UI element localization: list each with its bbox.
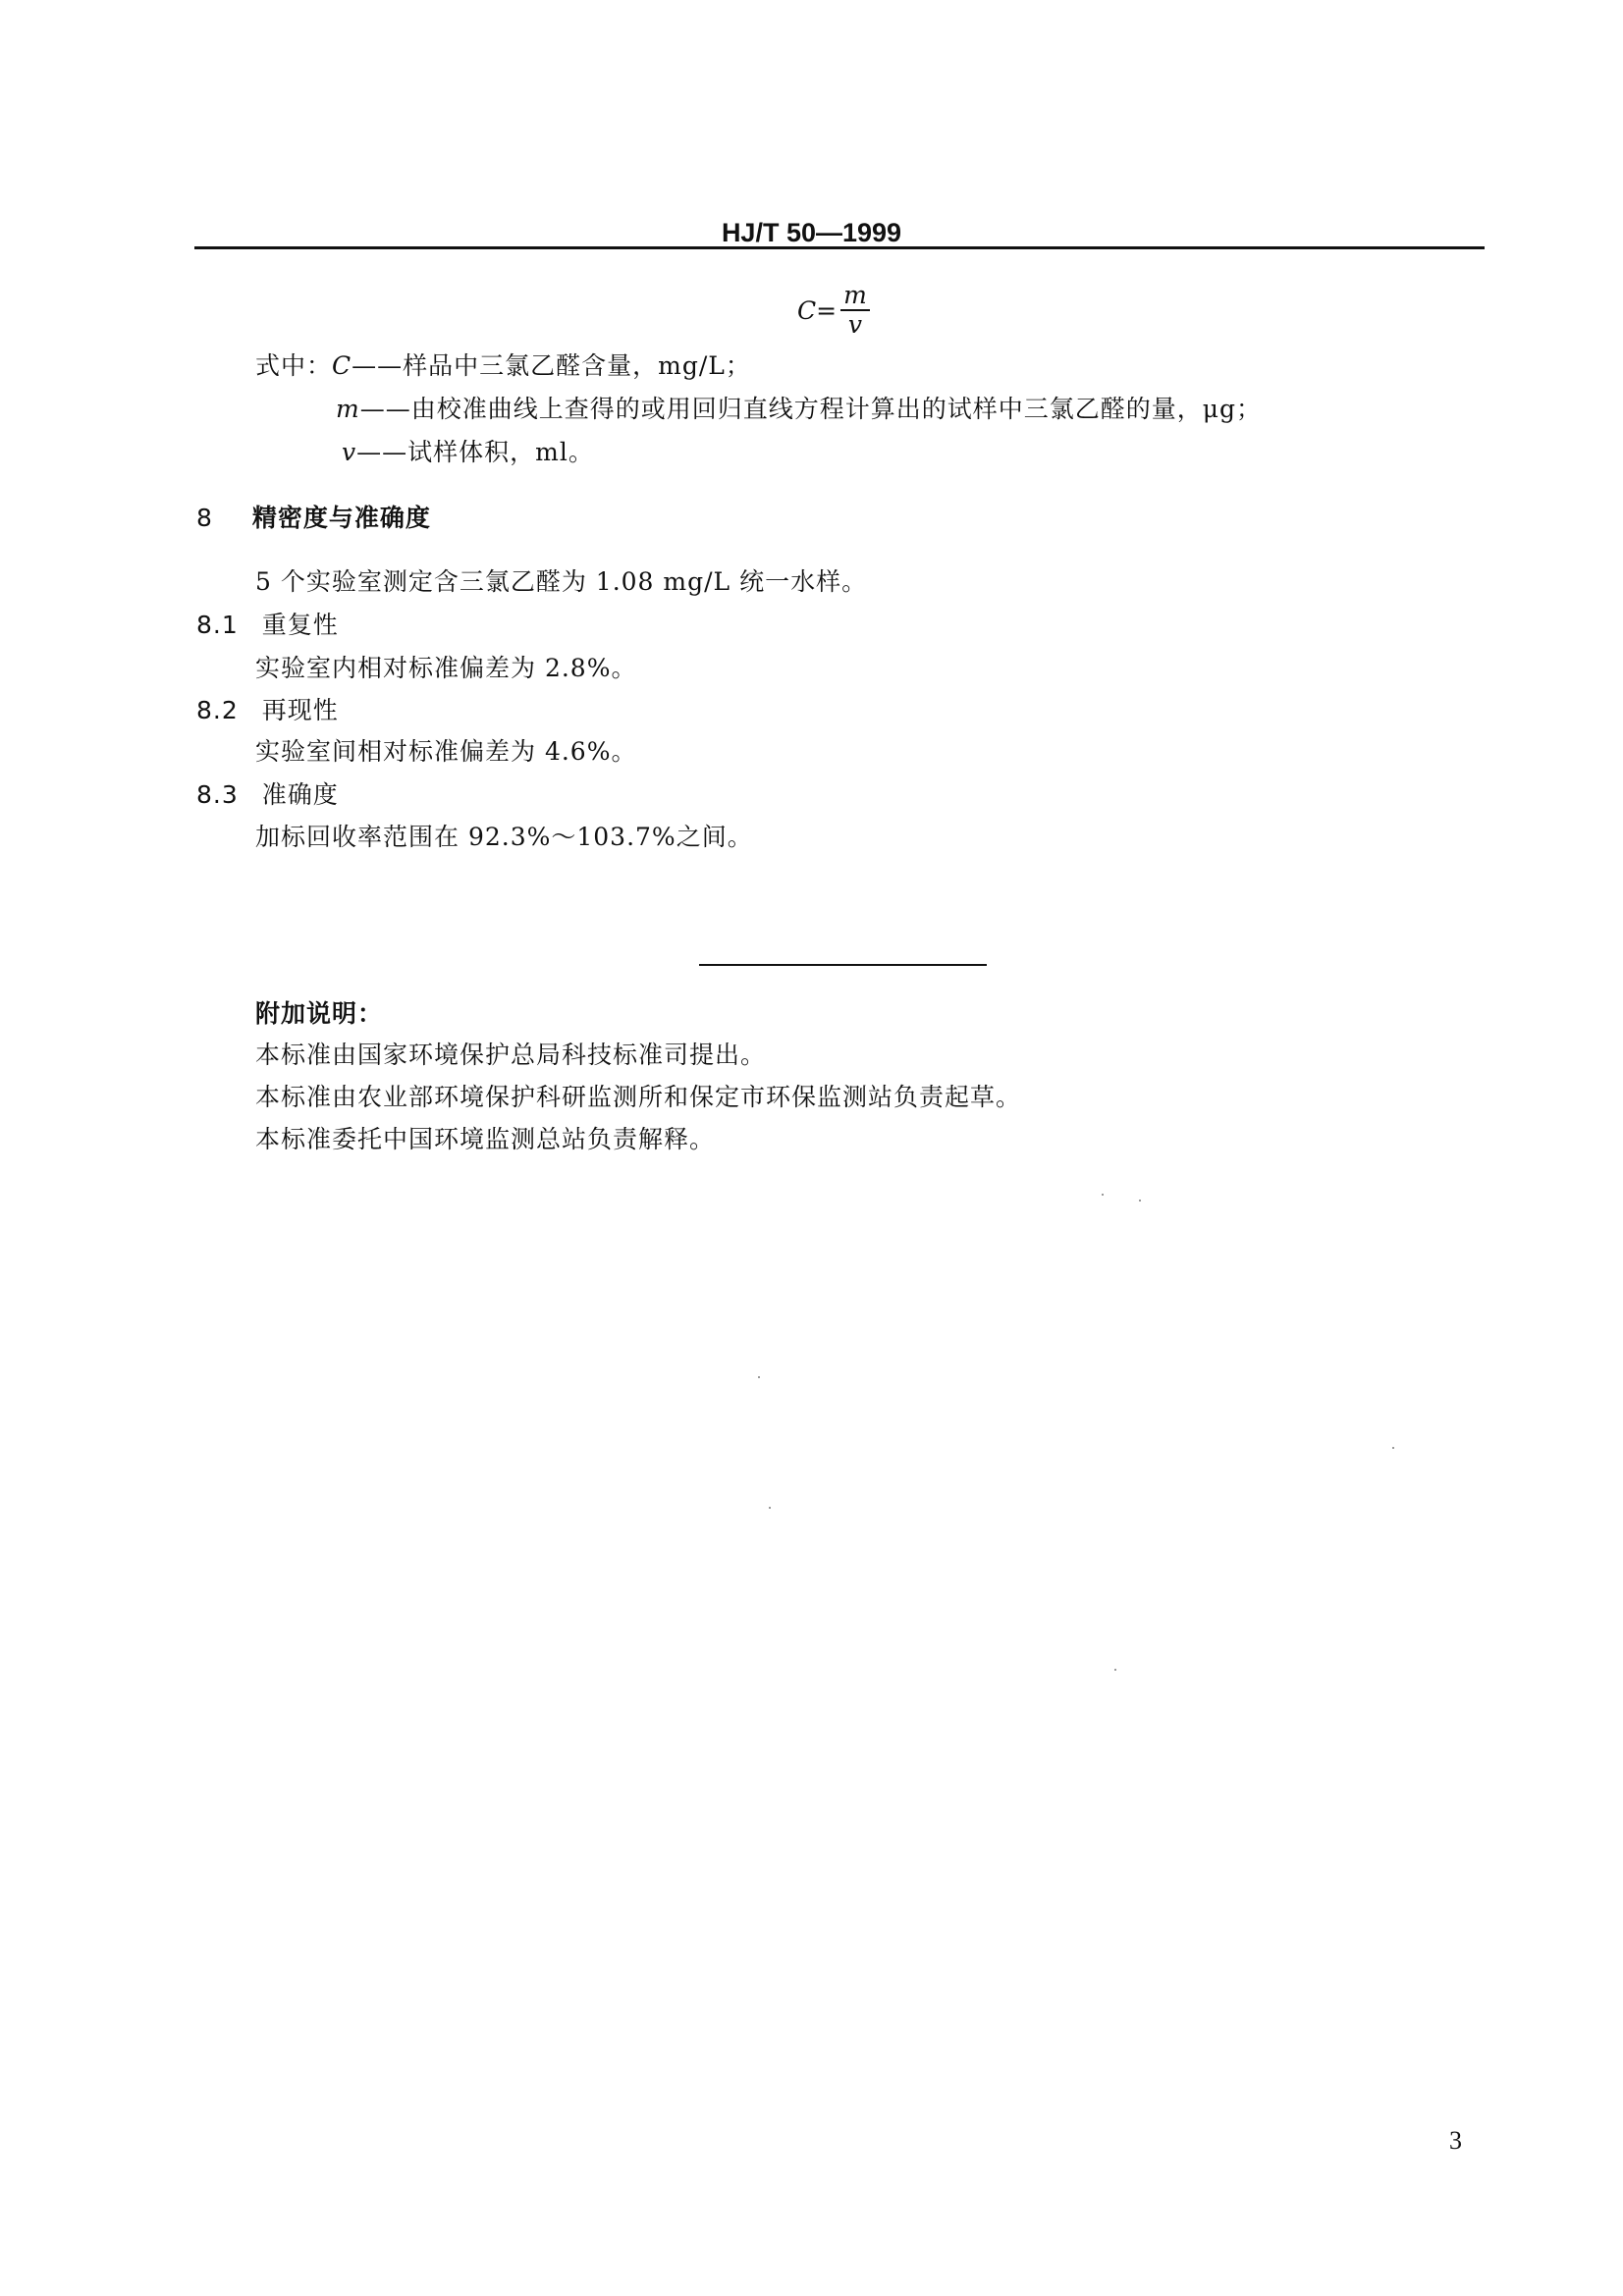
standard-code-header: HJ/T 50—1999 xyxy=(721,218,902,247)
definition-text: 由校准曲线上查得的或用回归直线方程计算出的试样中三氯乙醛的量，μg； xyxy=(410,395,1262,423)
notes-line: 本标准由国家环境保护总局科技标准司提出。 xyxy=(255,1041,767,1069)
section-number: 8 xyxy=(196,504,213,532)
header-rule xyxy=(194,246,1485,249)
definition-text: 样品中三氯乙醛含量，mg/L； xyxy=(403,351,751,380)
subsection-8-2-heading xyxy=(196,694,339,727)
scan-speck xyxy=(1139,1200,1141,1201)
section-8-heading xyxy=(196,502,431,535)
subsection-title: 准确度 xyxy=(261,780,339,809)
subsection-8-2-text: 实验室间相对标准偏差为 4.6%。 xyxy=(255,737,637,766)
scan-speck xyxy=(769,1507,771,1509)
section-8-intro: 5 个实验室测定含三氯乙醛为 1.08 mg/L 统一水样。 xyxy=(255,567,868,596)
definition-dash: —— xyxy=(352,351,404,380)
definition-symbol: C xyxy=(332,351,352,380)
definition-prefix: 式中： xyxy=(255,351,333,380)
page-number: 3 xyxy=(1449,2126,1462,2155)
subsection-8-3-heading xyxy=(196,778,339,812)
definition-c xyxy=(255,349,751,383)
formula-fraction xyxy=(840,283,870,338)
definition-text: 试样体积，ml。 xyxy=(407,438,594,466)
subsection-number: 8.2 xyxy=(196,696,239,724)
definition-dash: —— xyxy=(359,395,411,423)
scan-speck xyxy=(1102,1194,1104,1196)
subsection-8-1-heading xyxy=(196,609,339,642)
subsection-title: 再现性 xyxy=(261,696,339,724)
section-title: 精密度与准确度 xyxy=(251,504,431,532)
formula-denominator: v xyxy=(847,310,862,339)
definition-symbol: m xyxy=(336,395,360,423)
formula-lhs: C= xyxy=(797,295,838,325)
subsection-title: 重复性 xyxy=(261,611,339,639)
subsection-number: 8.3 xyxy=(196,780,239,809)
subsection-number: 8.1 xyxy=(196,611,239,639)
scan-speck xyxy=(1392,1447,1394,1449)
definition-m xyxy=(336,393,1262,426)
subsection-8-3-text: 加标回收率范围在 92.3%～103.7%之间。 xyxy=(255,823,753,851)
definition-v xyxy=(342,436,594,469)
section-separator-rule xyxy=(699,964,987,966)
definition-dash: —— xyxy=(356,438,408,466)
formula-numerator: m xyxy=(843,281,867,309)
definition-symbol: v xyxy=(342,438,357,466)
subsection-8-1-text: 实验室内相对标准偏差为 2.8%。 xyxy=(255,654,637,682)
concentration-formula xyxy=(797,283,870,338)
notes-line: 本标准委托中国环境监测总站负责解释。 xyxy=(255,1125,716,1153)
scan-speck xyxy=(1114,1669,1116,1671)
scan-speck xyxy=(758,1376,760,1378)
notes-title: 附加说明： xyxy=(255,999,384,1028)
notes-line: 本标准由农业部环境保护科研监测所和保定市环保监测站负责起草。 xyxy=(255,1083,1022,1111)
